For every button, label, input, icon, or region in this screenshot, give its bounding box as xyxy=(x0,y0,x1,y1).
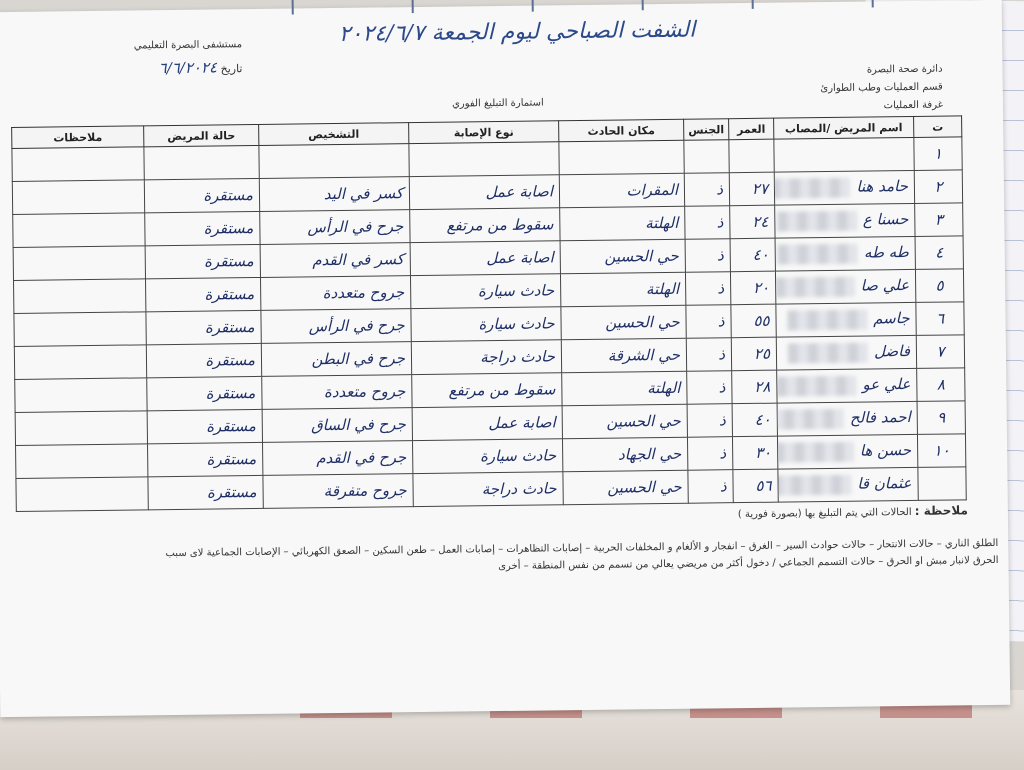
cell-row-number: ١ xyxy=(914,137,962,171)
cell-incident-place: حي الحسين xyxy=(563,470,688,505)
cell-patient-name xyxy=(776,335,916,370)
column-header: التشخيص xyxy=(259,123,409,146)
department-name: قسم العمليات وطب الطوارئ xyxy=(820,81,943,95)
sheet-top-ruling xyxy=(231,0,991,17)
cell-patient-name-text: علي عو xyxy=(862,375,911,394)
date-label: تاريخ xyxy=(220,62,243,76)
hospital-name: مستشفى البصرة التعليمي xyxy=(133,39,243,52)
cell-injury-type: اصابة عمل xyxy=(410,241,560,276)
redacted-name-block xyxy=(777,409,844,430)
cell-age: ٤٠ xyxy=(730,238,775,272)
reportable-categories xyxy=(0,535,999,581)
cell-row-number: ١٠ xyxy=(917,434,965,468)
table-body xyxy=(12,137,966,512)
cell-injury-type xyxy=(409,142,559,177)
cell-row-number: ٩ xyxy=(917,401,965,435)
cell-incident-place xyxy=(559,140,684,175)
cell-sex: ذ xyxy=(686,338,731,372)
cell-sex: ذ xyxy=(688,470,733,504)
cell-diagnosis: جرح في القدم xyxy=(263,441,413,476)
cell-patient-name-text: طه طه xyxy=(863,243,909,262)
cell-diagnosis: جرح في الرأس xyxy=(261,309,411,344)
report-date xyxy=(62,58,242,78)
redacted-name-block xyxy=(777,211,857,232)
cell-age xyxy=(729,139,774,173)
cell-patient-name-text: علي صا xyxy=(860,276,910,295)
cell-diagnosis: جروح متفرقة xyxy=(263,474,413,509)
redacted-name-block xyxy=(775,277,854,298)
form-title: استمارة التبليغ الفوري xyxy=(451,97,544,110)
cell-injury-type: حادث سيارة xyxy=(411,307,561,342)
cell-sex: ذ xyxy=(685,206,730,240)
cell-notes xyxy=(15,378,147,413)
cell-age: ٢٧ xyxy=(729,172,774,206)
cell-row-number: ٤ xyxy=(915,236,963,270)
cell-notes xyxy=(12,147,144,182)
cell-diagnosis: جرح في الساق xyxy=(262,408,412,443)
room-name: غرفة العمليات xyxy=(883,99,944,112)
cell-row-number: ٥ xyxy=(915,269,963,303)
cell-injury-type: اصابة عمل xyxy=(409,175,559,210)
cell-incident-place: حي الحسين xyxy=(560,239,685,274)
column-header: مكان الحادث xyxy=(559,119,684,142)
cell-patient-status: مستقرة xyxy=(145,244,260,278)
cell-age: ٢٨ xyxy=(732,370,777,404)
cell-row-number: ٨ xyxy=(917,368,965,402)
report-table xyxy=(11,115,967,512)
cell-incident-place: حي الجهاد xyxy=(562,437,687,472)
cell-incident-place: حي الحسين xyxy=(562,404,687,439)
cell-patient-name-text: احمد فالح xyxy=(849,407,911,427)
cell-patient-name xyxy=(774,137,914,172)
cell-row-number: ٣ xyxy=(915,203,963,237)
shift-title: الشفت الصباحي ليوم الجمعة ٢٠٢٤/٦/٧ xyxy=(338,17,696,47)
cell-diagnosis: كسر في اليد xyxy=(259,177,409,212)
cell-patient-name xyxy=(774,170,914,205)
cell-row-number: ٢ xyxy=(914,170,962,204)
cell-patient-status: مستقرة xyxy=(146,310,261,344)
cell-row-number: ٦ xyxy=(916,302,964,336)
cell-age: ٢٠ xyxy=(730,271,775,305)
cell-incident-place: المقرات xyxy=(559,173,684,208)
note-line xyxy=(498,503,968,523)
column-header: ملاحظات xyxy=(12,126,144,149)
redacted-name-block xyxy=(788,343,868,364)
cell-injury-type: اصابة عمل xyxy=(412,406,562,441)
cell-patient-status: مستقرة xyxy=(144,178,259,212)
cell-patient-name xyxy=(775,203,915,238)
cell-patient-status: مستقرة xyxy=(146,277,261,311)
report-table-wrap xyxy=(11,115,966,512)
cell-patient-status: مستقرة xyxy=(148,442,263,476)
cell-age: ٥٥ xyxy=(731,304,776,338)
cell-sex xyxy=(684,140,729,174)
cell-age: ٥٦ xyxy=(733,469,778,503)
categories-line-2: الحرق لانبار مبش او الحرق – حالات التسمم الجماعي / دخول أكثر من مريضي يعالي من تسمم من نفس المنطقة – أخرى xyxy=(498,554,999,573)
header-right xyxy=(722,61,943,118)
redacted-name-block xyxy=(778,244,858,265)
cell-notes xyxy=(13,213,145,248)
redacted-name-block xyxy=(787,310,867,331)
redacted-name-block xyxy=(778,475,852,496)
cell-notes xyxy=(13,246,145,281)
cell-injury-type: حادث سيارة xyxy=(412,439,562,474)
categories-line-1: الطلق الناري – حالات الانتحار – حالات حوادث السير – الغرق – انفجار و الألغام و المخلفات الحربية – إصابات التظاهرات – إصابات العمل – طعن السكين – الصعق الكهربائي – الإصابات الجماعية لاى سبب xyxy=(165,537,999,560)
cell-patient-name xyxy=(777,368,917,403)
cell-notes xyxy=(16,477,148,512)
cell-patient-name-text: عثمان قا xyxy=(857,473,912,493)
cell-sex: ذ xyxy=(687,404,732,438)
cell-notes xyxy=(15,411,147,446)
cell-injury-type: سقوط من مرتفع xyxy=(412,373,562,408)
cell-age: ٤٠ xyxy=(732,403,777,437)
cell-diagnosis: جرح في البطن xyxy=(261,342,411,377)
cell-patient-name xyxy=(775,269,915,304)
cell-diagnosis xyxy=(259,144,409,179)
cell-notes xyxy=(14,279,146,314)
cell-age: ٢٤ xyxy=(730,205,775,239)
cell-notes xyxy=(14,312,146,347)
cell-sex: ذ xyxy=(684,173,729,207)
cell-patient-status xyxy=(144,145,259,179)
cell-diagnosis: كسر في القدم xyxy=(260,243,410,278)
cell-patient-name-text: حسنا ع xyxy=(862,210,909,229)
cell-sex: ذ xyxy=(686,305,731,339)
cell-sex: ذ xyxy=(685,239,730,273)
cell-patient-name xyxy=(777,434,917,469)
cell-diagnosis: جروح متعددة xyxy=(260,276,410,311)
cell-row-number xyxy=(918,467,966,501)
cell-sex: ذ xyxy=(687,371,732,405)
cell-row-number: ٧ xyxy=(916,335,964,369)
cell-incident-place: حي الحسين xyxy=(561,305,686,340)
cell-patient-status: مستقرة xyxy=(147,376,262,410)
cell-injury-type: حادث دراجة xyxy=(413,472,563,507)
cell-incident-place: الهلتة xyxy=(560,272,685,307)
date-value: ٦/٦/٢٠٢٤ xyxy=(158,58,218,78)
cell-incident-place: الهلتة xyxy=(560,206,685,241)
redacted-name-block xyxy=(777,442,853,463)
cell-patient-status: مستقرة xyxy=(146,343,261,377)
cell-patient-name-text: جاسم xyxy=(873,309,910,328)
column-header: العمر xyxy=(729,118,774,140)
cell-incident-place: حي الشرقة xyxy=(561,338,686,373)
cell-age: ٣٠ xyxy=(732,436,777,470)
cell-injury-type: حادث سيارة xyxy=(410,274,560,309)
redacted-name-block xyxy=(774,178,850,199)
cell-injury-type: حادث دراجة xyxy=(411,340,561,375)
cell-patient-name-text: فاضل xyxy=(873,342,911,361)
cell-patient-name-text: حسن ها xyxy=(859,440,912,460)
cell-patient-status: مستقرة xyxy=(148,475,263,509)
cell-notes xyxy=(14,345,146,380)
column-header: ت xyxy=(914,116,962,138)
note-label: ملاحظة : xyxy=(914,503,968,518)
cell-diagnosis: جرح في الرأس xyxy=(260,210,410,245)
cell-patient-status: مستقرة xyxy=(145,211,260,245)
cell-patient-name xyxy=(776,302,916,337)
column-header: نوع الإصابة xyxy=(409,121,559,144)
directorate-name: دائرة صحة البصرة xyxy=(866,63,943,76)
column-header: حالة المريض xyxy=(144,124,259,146)
cell-patient-status: مستقرة xyxy=(147,409,262,443)
cell-diagnosis: جروح متعددة xyxy=(262,375,412,410)
cell-sex: ذ xyxy=(687,437,732,471)
cell-notes xyxy=(12,180,144,215)
column-header: الجنس xyxy=(684,119,729,141)
cell-patient-name xyxy=(775,236,915,271)
cell-notes xyxy=(16,444,148,479)
note-text: الحالات التي يتم التبليغ بها (بصورة فورية ) xyxy=(737,506,912,521)
cell-patient-name xyxy=(778,467,918,502)
cell-age: ٢٥ xyxy=(731,337,776,371)
column-header: اسم المريض /المصاب xyxy=(774,116,914,139)
cell-sex: ذ xyxy=(685,272,730,306)
cell-patient-name xyxy=(777,401,917,436)
redacted-name-block xyxy=(777,376,857,397)
cell-patient-name-text: حامد هنا xyxy=(856,177,909,196)
cell-injury-type: سقوط من مرتفع xyxy=(410,208,560,243)
cell-incident-place: الهلتة xyxy=(562,371,687,406)
header-left xyxy=(62,39,242,78)
